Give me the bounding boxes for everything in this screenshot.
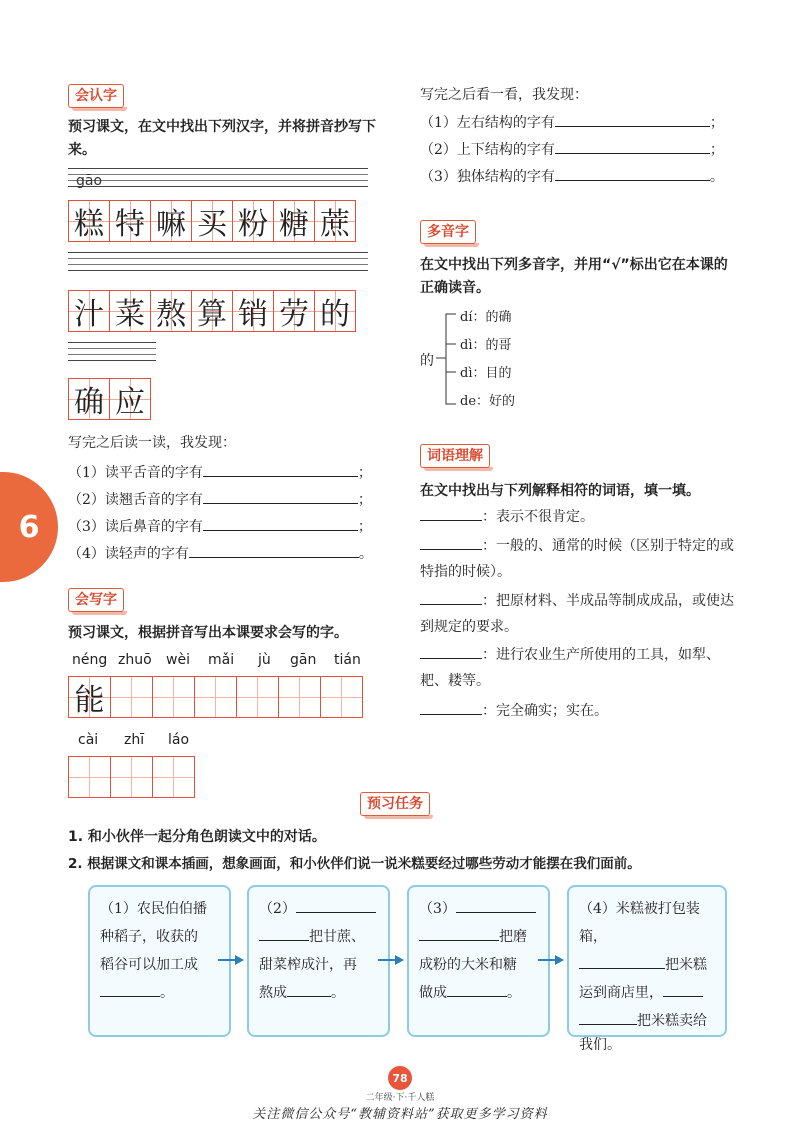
section-tag-write: 会写字 bbox=[68, 588, 124, 612]
answer-line[interactable] bbox=[296, 900, 376, 913]
task-box-4: （4）米糕被打包装箱， 把米糕 运到商店里， 把米糕卖给 我们。 bbox=[567, 885, 727, 1037]
vocab-item-5: ：完全确实；实在。 bbox=[420, 698, 740, 724]
footer-note: 关注微信公众号“教辅资料站”获取更多学习资料 bbox=[252, 1107, 548, 1122]
answer-line[interactable] bbox=[420, 590, 482, 605]
char-cell: 汁 bbox=[68, 290, 110, 332]
page-number: 78 bbox=[392, 1071, 408, 1085]
structure-item-3: （3）独体结构的字有 。 bbox=[420, 166, 724, 186]
write-cell: 能 bbox=[68, 676, 111, 718]
char-cell: 糕 bbox=[68, 200, 110, 242]
task-item-2: 2. 根据课文和课本插画，想象画面，和小伙伴们说一说米糕要经过哪些劳动才能摆在我们面前。 bbox=[68, 856, 641, 872]
write-cell[interactable] bbox=[236, 676, 279, 718]
structure-title: 写完之后看一看，我发现： bbox=[420, 87, 588, 103]
vocab-instruction: 在文中找出与下列解释相符的词语，填一填。 bbox=[420, 483, 700, 499]
section-tag-polyphone: 多音字 bbox=[420, 220, 476, 244]
answer-line[interactable] bbox=[579, 956, 665, 969]
answer-line[interactable] bbox=[287, 984, 331, 997]
reading-option[interactable]: dí：的确 bbox=[460, 310, 512, 325]
char-cell: 粉 bbox=[232, 200, 274, 242]
write-cell[interactable] bbox=[152, 756, 195, 798]
lesson-number: 6 bbox=[18, 509, 40, 545]
discover-item-3: （3）读后鼻音的字有 ； bbox=[68, 516, 372, 536]
page-number-badge bbox=[388, 1066, 412, 1090]
vocab-item-3: ：把原材料、半成品等制成成品，或使达到规定的要求。 bbox=[420, 588, 740, 640]
char-cell: 销 bbox=[232, 290, 274, 332]
polyphone-readings bbox=[460, 304, 515, 416]
brace-bracket bbox=[434, 308, 458, 410]
discover-item-4: （4）读轻声的字有 。 bbox=[68, 543, 373, 563]
char-cell: 买 bbox=[191, 200, 233, 242]
char-cell: 劳 bbox=[273, 290, 315, 332]
reading-option[interactable]: dì：目的 bbox=[460, 366, 512, 381]
char-cell: 特 bbox=[109, 200, 151, 242]
answer-line[interactable] bbox=[663, 984, 703, 997]
discover-item-1: （1）读平舌音的字有 ； bbox=[68, 462, 372, 482]
answer-line[interactable] bbox=[420, 506, 482, 521]
char-cell: 嘛 bbox=[150, 200, 192, 242]
answer-line[interactable] bbox=[203, 489, 358, 504]
char-row-2 bbox=[68, 290, 355, 332]
write-cell[interactable] bbox=[68, 756, 111, 798]
write-cell[interactable] bbox=[194, 676, 237, 718]
answer-line[interactable] bbox=[259, 928, 309, 941]
discover-item-2: （2）读翘舌音的字有 ； bbox=[68, 489, 372, 509]
char-cell: 确 bbox=[68, 378, 110, 420]
write-grid-row2 bbox=[68, 756, 194, 798]
write-grid-row1 bbox=[68, 676, 362, 718]
answer-line[interactable] bbox=[555, 139, 710, 154]
reading-option[interactable]: dì：的哥 bbox=[460, 338, 512, 353]
answer-line[interactable] bbox=[456, 900, 536, 913]
section-tag-vocab: 词语理解 bbox=[420, 444, 490, 468]
answer-line[interactable] bbox=[420, 535, 482, 550]
char-cell: 菜 bbox=[109, 290, 151, 332]
structure-item-1: （1）左右结构的字有 ； bbox=[420, 112, 724, 132]
write-cell[interactable] bbox=[110, 676, 153, 718]
char-row-1 bbox=[68, 200, 355, 242]
char-cell: 应 bbox=[109, 378, 151, 420]
answer-line[interactable] bbox=[189, 543, 359, 558]
discover-title: 写完之后读一读，我发现： bbox=[68, 435, 236, 451]
arrow-right-icon bbox=[538, 955, 564, 965]
vocab-item-2: ：一般的、通常的时候（区别于特定的或特指的时候）。 bbox=[420, 533, 740, 585]
task-box-1: （1）农民伯伯播 种稻子，收获的 稻谷可以加工成 。 bbox=[88, 885, 231, 1037]
char-cell: 糖 bbox=[273, 200, 315, 242]
write-cell[interactable] bbox=[152, 676, 195, 718]
pinyin-grid-row1[interactable] bbox=[68, 168, 368, 187]
char-cell: 的 bbox=[314, 290, 356, 332]
answer-line[interactable] bbox=[447, 984, 507, 997]
task-item-1: 1. 和小伙伴一起分角色朗读文中的对话。 bbox=[68, 829, 326, 845]
section-tag-recognize: 会认字 bbox=[68, 84, 124, 108]
answer-line[interactable] bbox=[203, 462, 358, 477]
write-cell[interactable] bbox=[320, 676, 363, 718]
pinyin-grid-row2[interactable] bbox=[68, 252, 368, 271]
pinyin-grid-row3[interactable] bbox=[68, 342, 156, 361]
answer-line[interactable] bbox=[555, 166, 710, 181]
footer-grade: 二年级·下·千人糕 bbox=[365, 1093, 435, 1103]
polyphone-char: 的 bbox=[420, 353, 434, 369]
arrow-right-icon bbox=[378, 955, 404, 965]
write-instruction: 预习课文，根据拼音写出本课要求会写的字。 bbox=[68, 625, 348, 641]
reading-option[interactable]: de：好的 bbox=[460, 394, 516, 409]
recognize-instruction: 预习课文，在文中找出下列汉字，并将拼音抄写下来。 bbox=[68, 119, 376, 158]
task-box-3: （3） 把磨 成粉的大米和糖 做成 。 bbox=[407, 885, 550, 1037]
section-tag-tasks: 预习任务 bbox=[360, 792, 430, 816]
answer-line[interactable] bbox=[100, 984, 160, 997]
answer-line[interactable] bbox=[579, 1012, 637, 1025]
char-cell: 算 bbox=[191, 290, 233, 332]
write-cell[interactable] bbox=[278, 676, 321, 718]
write-cell[interactable] bbox=[110, 756, 153, 798]
answer-line[interactable] bbox=[419, 928, 499, 941]
char-cell: 熬 bbox=[150, 290, 192, 332]
answer-line[interactable] bbox=[203, 516, 358, 531]
pinyin-example: gāo bbox=[76, 173, 103, 189]
arrow-right-icon bbox=[218, 955, 244, 965]
vocab-item-4: ：进行农业生产所使用的工具，如犁、耙、耧等。 bbox=[420, 642, 740, 694]
structure-item-2: （2）上下结构的字有 ； bbox=[420, 139, 724, 159]
vocab-item-1: ：表示不很肯定。 bbox=[420, 504, 740, 530]
answer-line[interactable] bbox=[420, 644, 482, 659]
char-row-3 bbox=[68, 378, 150, 420]
answer-line[interactable] bbox=[420, 700, 482, 715]
lesson-number-tab bbox=[0, 472, 58, 582]
char-cell: 蔗 bbox=[314, 200, 356, 242]
polyphone-instruction: 在文中找出下列多音字，并用“√”标出它在本课的正确读音。 bbox=[420, 257, 728, 296]
answer-line[interactable] bbox=[555, 112, 710, 127]
task-box-2: （2） 把甘蔗、 甜菜榨成汁，再 熬成 。 bbox=[247, 885, 390, 1037]
